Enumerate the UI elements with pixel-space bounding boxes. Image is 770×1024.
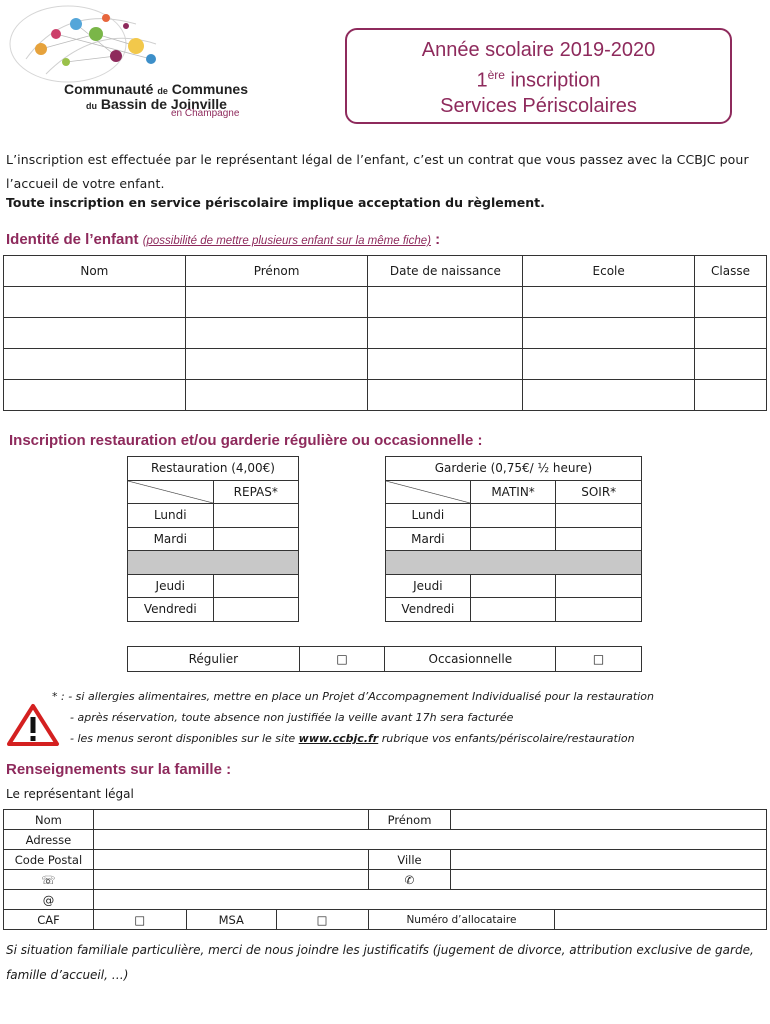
matin-cell[interactable] bbox=[470, 504, 556, 528]
code-postal-field[interactable] bbox=[93, 850, 368, 870]
title-services: Services Périscolaires bbox=[440, 94, 637, 117]
restauration-table bbox=[127, 456, 299, 622]
matin-cell[interactable] bbox=[470, 598, 556, 622]
day-label: Lundi bbox=[386, 504, 471, 528]
note-menus: - les menus seront disponibles sur le site www.ccbjc.fr rubrique vos enfants/périscolaire/restauration bbox=[70, 732, 635, 745]
child-cell[interactable] bbox=[4, 287, 186, 318]
day-label: Lundi bbox=[128, 504, 214, 528]
regulier-checkbox[interactable]: □ bbox=[299, 647, 385, 672]
child-cell[interactable] bbox=[523, 349, 695, 380]
child-cell[interactable] bbox=[523, 380, 695, 411]
col-nom: Nom bbox=[4, 256, 186, 287]
intro-bold-text: Toute inscription en service périscolaire implique acceptation du règlement. bbox=[6, 195, 545, 210]
matin-cell[interactable] bbox=[470, 527, 556, 551]
soir-cell[interactable] bbox=[556, 574, 642, 598]
numero-allocataire-label: Numéro d’allocataire bbox=[368, 910, 555, 930]
ville-label: Ville bbox=[368, 850, 451, 870]
child-identity-table bbox=[3, 255, 767, 411]
soir-cell[interactable] bbox=[556, 527, 642, 551]
day-label: Mardi bbox=[386, 527, 471, 551]
garderie-table bbox=[385, 456, 642, 622]
child-section-title: Identité de l’enfant (possibilité de mettre plusieurs enfant sur la même fiche) : bbox=[6, 231, 441, 248]
col-date-naissance: Date de naissance bbox=[368, 256, 523, 287]
warning-icon bbox=[6, 703, 60, 747]
repas-header: REPAS* bbox=[213, 480, 298, 504]
note-allergies: * : - si allergies alimentaires, mettre en place un Projet d’Accompagnement Individualisé pour la restauration bbox=[52, 690, 654, 703]
nom-field[interactable] bbox=[93, 810, 368, 830]
phone-field[interactable] bbox=[93, 870, 368, 890]
email-field[interactable] bbox=[93, 890, 766, 910]
title-year: Année scolaire 2019-2020 bbox=[421, 39, 656, 61]
msa-checkbox[interactable]: □ bbox=[276, 910, 368, 930]
day-label: Mardi bbox=[128, 527, 214, 551]
child-cell[interactable] bbox=[4, 380, 186, 411]
note-absence: - après réservation, toute absence non justifiée la veille avant 17h sera facturée bbox=[70, 711, 514, 724]
mobile-field[interactable] bbox=[451, 870, 767, 890]
day-label: Jeudi bbox=[386, 574, 471, 598]
mobile-phone-icon: ✆ bbox=[368, 870, 451, 890]
child-cell[interactable] bbox=[185, 349, 368, 380]
frequency-table bbox=[127, 646, 642, 672]
numero-allocataire-field[interactable] bbox=[555, 910, 767, 930]
soir-cell[interactable] bbox=[556, 598, 642, 622]
prenom-field[interactable] bbox=[451, 810, 767, 830]
child-cell[interactable] bbox=[185, 287, 368, 318]
child-section-note: (possibilité de mettre plusieurs enfant sur la même fiche) bbox=[142, 235, 431, 247]
child-cell[interactable] bbox=[523, 318, 695, 349]
child-cell[interactable] bbox=[523, 287, 695, 318]
adresse-label: Adresse bbox=[4, 830, 94, 850]
title-box bbox=[345, 28, 732, 124]
network-logo-icon bbox=[6, 4, 296, 84]
occasionnelle-label: Occasionnelle bbox=[385, 647, 556, 672]
col-classe: Classe bbox=[695, 256, 767, 287]
wednesday-greyed-row bbox=[128, 551, 299, 575]
soir-cell[interactable] bbox=[556, 504, 642, 528]
repas-cell[interactable] bbox=[213, 504, 298, 528]
diagonal-cell bbox=[386, 480, 471, 504]
code-postal-label: Code Postal bbox=[4, 850, 94, 870]
child-cell[interactable] bbox=[4, 349, 186, 380]
child-cell[interactable] bbox=[695, 380, 767, 411]
regulier-label: Régulier bbox=[128, 647, 300, 672]
family-subtitle: Le représentant légal bbox=[6, 787, 134, 801]
day-label: Jeudi bbox=[128, 574, 214, 598]
matin-header: MATIN* bbox=[470, 480, 556, 504]
child-cell[interactable] bbox=[368, 287, 523, 318]
title-inscription: 1ère inscription bbox=[476, 68, 601, 92]
child-cell[interactable] bbox=[368, 318, 523, 349]
inscription-section-title: Inscription restauration et/ou garderie régulière ou occasionnelle : bbox=[9, 432, 483, 449]
adresse-field[interactable] bbox=[93, 830, 766, 850]
repas-cell[interactable] bbox=[213, 574, 298, 598]
logo-name-line1: Communauté de Communes bbox=[64, 81, 248, 97]
matin-cell[interactable] bbox=[470, 574, 556, 598]
table-row bbox=[4, 318, 767, 349]
day-label: Vendredi bbox=[386, 598, 471, 622]
ville-field[interactable] bbox=[451, 850, 767, 870]
child-cell[interactable] bbox=[695, 287, 767, 318]
restauration-header: Restauration (4,00€) bbox=[128, 457, 299, 481]
ccbjc-website-link[interactable]: www.ccbjc.fr bbox=[298, 732, 379, 745]
caf-label: CAF bbox=[4, 910, 94, 930]
email-icon: @ bbox=[4, 890, 94, 910]
table-row bbox=[4, 287, 767, 318]
family-section-title: Renseignements sur la famille : bbox=[6, 761, 232, 778]
table-row bbox=[4, 380, 767, 411]
repas-cell[interactable] bbox=[213, 527, 298, 551]
child-cell[interactable] bbox=[695, 349, 767, 380]
child-cell[interactable] bbox=[185, 318, 368, 349]
day-label: Vendredi bbox=[128, 598, 214, 622]
soir-header: SOIR* bbox=[556, 480, 642, 504]
diagonal-cell bbox=[128, 480, 214, 504]
child-cell[interactable] bbox=[368, 380, 523, 411]
col-prenom: Prénom bbox=[185, 256, 368, 287]
caf-checkbox[interactable]: □ bbox=[93, 910, 186, 930]
child-cell[interactable] bbox=[4, 318, 186, 349]
footer-note: Si situation familiale particulière, merci de nous joindre les justificatifs (jugement de divorce, attribution exclusive de garde, famille d’accueil, …) bbox=[6, 943, 754, 982]
col-ecole: Ecole bbox=[523, 256, 695, 287]
ccbjc-logo bbox=[6, 4, 296, 119]
table-row bbox=[4, 349, 767, 380]
child-cell[interactable] bbox=[185, 380, 368, 411]
child-cell[interactable] bbox=[695, 318, 767, 349]
wednesday-greyed-row bbox=[386, 551, 642, 575]
logo-subtitle: en Champagne bbox=[171, 108, 240, 119]
nom-label: Nom bbox=[4, 810, 94, 830]
logo-name-line2: du Bassin de Joinville bbox=[86, 96, 227, 112]
family-table bbox=[3, 809, 767, 930]
msa-label: MSA bbox=[186, 910, 276, 930]
repas-cell[interactable] bbox=[213, 598, 298, 622]
intro-text: L’inscription est effectuée par le représentant légal de l’enfant, c’est un contrat que vous passez avec la CCBJC pour l’accueil de votre enfant. bbox=[6, 152, 749, 191]
phone-icon: ☏ bbox=[4, 870, 94, 890]
occasionnelle-checkbox[interactable]: □ bbox=[556, 647, 642, 672]
garderie-header: Garderie (0,75€/ ½ heure) bbox=[386, 457, 642, 481]
prenom-label: Prénom bbox=[368, 810, 451, 830]
child-cell[interactable] bbox=[368, 349, 523, 380]
